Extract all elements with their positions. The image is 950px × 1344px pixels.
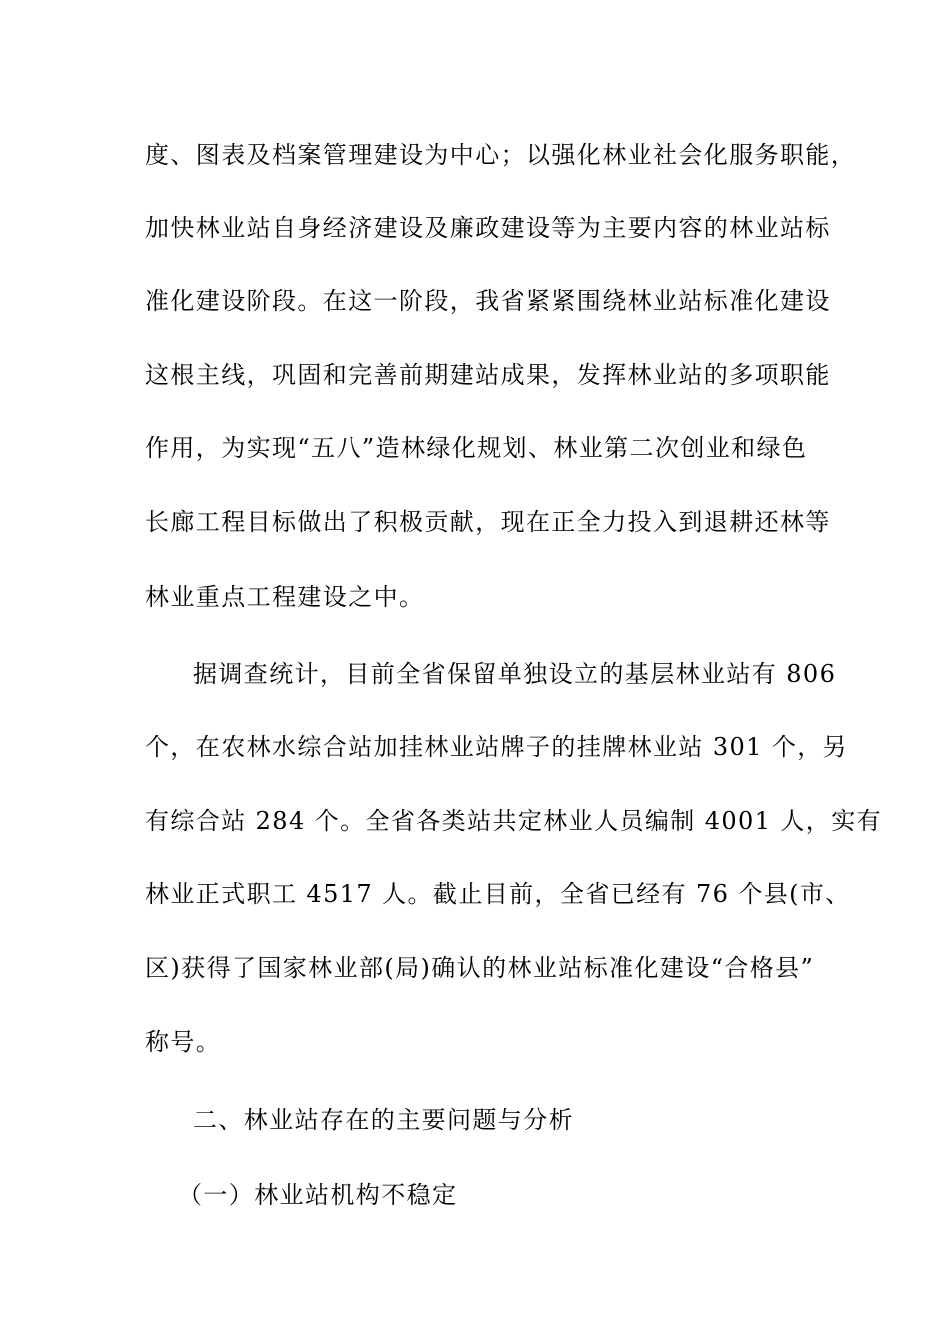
subsection-heading: （一）林业站机构不稳定 xyxy=(178,1181,458,1209)
paragraph-1-line-1: 度、图表及档案管理建设为中心；以强化林业社会化服务职能， xyxy=(145,141,857,169)
paragraph-1-line-7: 林业重点工程建设之中。 xyxy=(145,583,425,611)
paragraph-2-line-4: 林业正式职工 4517 人。截止目前，全省已经有 76 个县(市、 xyxy=(145,880,851,908)
paragraph-1-line-4: 这根主线，巩固和完善前期建站成果，发挥林业站的多项职能 xyxy=(145,361,831,389)
paragraph-2-line-5: 区)获得了国家林业部(局)确认的林业站标准化建设“合格县” xyxy=(145,954,815,982)
paragraph-1-line-6: 长廊工程目标做出了积极贡献，现在正全力投入到退耕还林等 xyxy=(145,508,831,536)
paragraph-1-line-3: 准化建设阶段。在这一阶段，我省紧紧围绕林业站标准化建设 xyxy=(145,287,831,315)
paragraph-1-line-5: 作用，为实现“五八”造林绿化规划、林业第二次创业和绿色 xyxy=(145,434,808,462)
paragraph-2-line-3: 有综合站 284 个。全省各类站共定林业人员编制 4001 人，实有 xyxy=(145,807,883,835)
paragraph-2-line-2: 个，在农林水综合站加挂林业站牌子的挂牌林业站 301 个，另 xyxy=(145,733,849,761)
section-heading: 二、林业站存在的主要问题与分析 xyxy=(193,1106,574,1134)
paragraph-2-line-1: 据调查统计，目前全省保留单独设立的基层林业站有 806 xyxy=(193,660,837,688)
paragraph-1-line-2: 加快林业站自身经济建设及廉政建设等为主要内容的林业站标 xyxy=(145,214,831,242)
paragraph-2-line-6: 称号。 xyxy=(145,1028,222,1056)
